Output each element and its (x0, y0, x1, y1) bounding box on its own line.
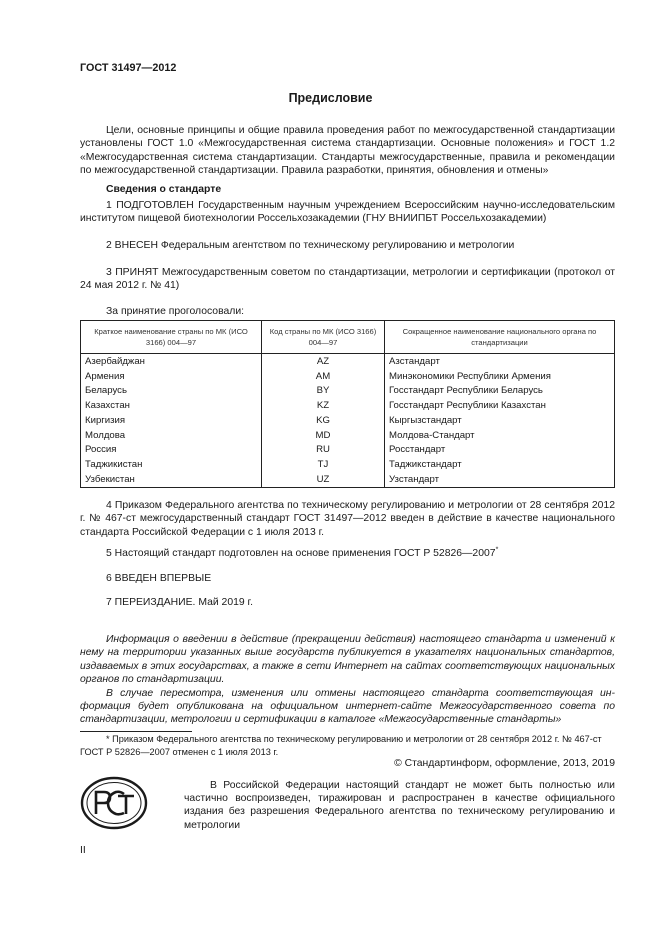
country-cell: Беларусь (81, 384, 262, 399)
rst-certification-logo-icon (80, 776, 148, 830)
info-block (80, 633, 615, 727)
section-heading: Сведения о стандарте (106, 184, 222, 195)
footnote-mark: * (495, 546, 499, 554)
code-cell: TJ (262, 458, 385, 473)
table-row (81, 354, 615, 370)
item-5 (80, 547, 615, 560)
country-cell: Молдова (81, 429, 262, 444)
table-row (81, 443, 615, 458)
footnote-text: * Приказом Федерального агентства по техническому регулированию и метрологии от 28 сентября 2012 г. № 467-ст ГОСТ Р 52826—2007 отменен с 1 июля 2013 г. (80, 734, 602, 757)
item-4 (80, 499, 615, 539)
copyright-notice (184, 779, 615, 832)
notice-text: В Российской Федерации настоящий стандарт не может быть полностью или частично воспроизведен, тиражирован и распространен в качестве официального издания без разрешения Федерального агентства по техническому регулированию и метрологии (184, 780, 615, 831)
item-6 (80, 572, 615, 585)
code-cell: MD (262, 429, 385, 444)
code-cell: RU (262, 443, 385, 458)
country-cell: Казахстан (81, 399, 262, 414)
code-cell: AZ (262, 354, 385, 370)
item-1-text: 1 ПОДГОТОВЛЕН Государственным научным учреждением Всероссийским научно-исследовательским институтом пищевой биотехнологии Россельхозакадемии (ГНУ ВНИИПБТ Россельхозакадемии) (80, 200, 615, 225)
footnote (80, 733, 615, 758)
footnote-divider (80, 731, 192, 732)
body-cell: Азстандарт (385, 354, 615, 370)
table-row (81, 370, 615, 385)
voting-label-text: За принятие проголосовали: (106, 306, 245, 317)
item-3 (80, 266, 615, 293)
country-cell: Азербайджан (81, 354, 262, 370)
body-cell: Кыргызстандарт (385, 414, 615, 429)
item-2 (80, 239, 615, 252)
item-5-text: 5 Настоящий стандарт подготовлен на основе применения ГОСТ Р 52826—2007 (106, 548, 496, 559)
country-cell: Узбекистан (81, 473, 262, 488)
body-cell: Молдова-Стандарт (385, 429, 615, 444)
table-row (81, 429, 615, 444)
voting-table (80, 320, 615, 488)
item-7 (80, 596, 615, 609)
body-cell: Госстандарт Республики Беларусь (385, 384, 615, 399)
table-row (81, 399, 615, 414)
page-number: II (80, 845, 86, 856)
code-cell: KG (262, 414, 385, 429)
table-header-row (81, 321, 615, 354)
item-1 (80, 199, 615, 226)
header-country: Краткое наименование страны по МК (ИСО 3166) 004—97 (81, 321, 262, 354)
intro-text: Цели, основные принципы и общие правила проведения работ по межгосударственной стандартизации установлены ГОСТ 1.0 «Межгосударственная система стандартизации. Основные положения» и ГОСТ 1.2 «Межгосударственная система стандартизации. Стандарты межгосударственные, правила и рекомендации по межгосударственной стандартизации. Правила разработки, принятия, обновления и отмены» (80, 125, 615, 177)
table-row (81, 384, 615, 399)
country-cell: Таджикистан (81, 458, 262, 473)
item-2-text: 2 ВНЕСЕН Федеральным агентством по техническому регулированию и метрологии (106, 240, 515, 251)
country-cell: Россия (81, 443, 262, 458)
country-cell: Армения (81, 370, 262, 385)
body-cell: Минэкономики Республики Армения (385, 370, 615, 385)
body-cell: Узстандарт (385, 473, 615, 488)
table-row (81, 473, 615, 488)
copyright: © Стандартинформ, оформление, 2013, 2019 (394, 758, 615, 769)
item-3-text: 3 ПРИНЯТ Межгосударственным советом по стандартизации, метрологии и сертификации (протокол от 24 мая 2012 г. № 41) (80, 267, 615, 292)
table-row (81, 458, 615, 473)
info-paragraph-2: В случае пересмотра, изменения или отмены настоящего стандарта соответствующая информация будет опубликована на официальном интернет-сайте Межгосударственного совета по стандартизации, метрологии и сертификации в каталоге «Межгосударственные стандарты» (80, 687, 615, 726)
item-5-para (80, 547, 615, 560)
document-code: ГОСТ 31497—2012 (80, 62, 177, 74)
item-6-text: 6 ВВЕДЕН ВПЕРВЫЕ (106, 573, 212, 584)
header-body: Сокращенное наименование национального органа по стандартизации (385, 321, 615, 354)
body-cell: Госстандарт Республики Казахстан (385, 399, 615, 414)
code-cell: AM (262, 370, 385, 385)
country-cell: Киргизия (81, 414, 262, 429)
info-paragraph-1: Информация о введении в действие (прекращении действия) настоящего стандарта и изменений к нему на территории указанных выше государств публикуется в указателях национальных стандартов, издаваемых в этих государствах, а также в сети Интернет на сайтах соответствующих национальных органов по стандартизации. (80, 634, 615, 686)
body-cell: Росстандарт (385, 443, 615, 458)
item-4-text: 4 Приказом Федерального агентства по техническому регулированию и метрологии от 28 сентября 2012 г. № 467-ст межгосударственный стандарт ГОСТ 31497—2012 введен в действие в качестве национального стандарта Российской Федерации с 1 июля 2013 г. (80, 500, 615, 538)
page-title: Предисловие (288, 91, 373, 105)
code-cell: KZ (262, 399, 385, 414)
table-row (81, 414, 615, 429)
header-code: Код страны по МК (ИСО 3166) 004—97 (262, 321, 385, 354)
item-7-text: 7 ПЕРЕИЗДАНИЕ. Май 2019 г. (106, 597, 253, 608)
body-cell: Таджикстандарт (385, 458, 615, 473)
voting-label (80, 305, 615, 318)
code-cell: UZ (262, 473, 385, 488)
code-cell: BY (262, 384, 385, 399)
intro-paragraph (80, 124, 615, 178)
